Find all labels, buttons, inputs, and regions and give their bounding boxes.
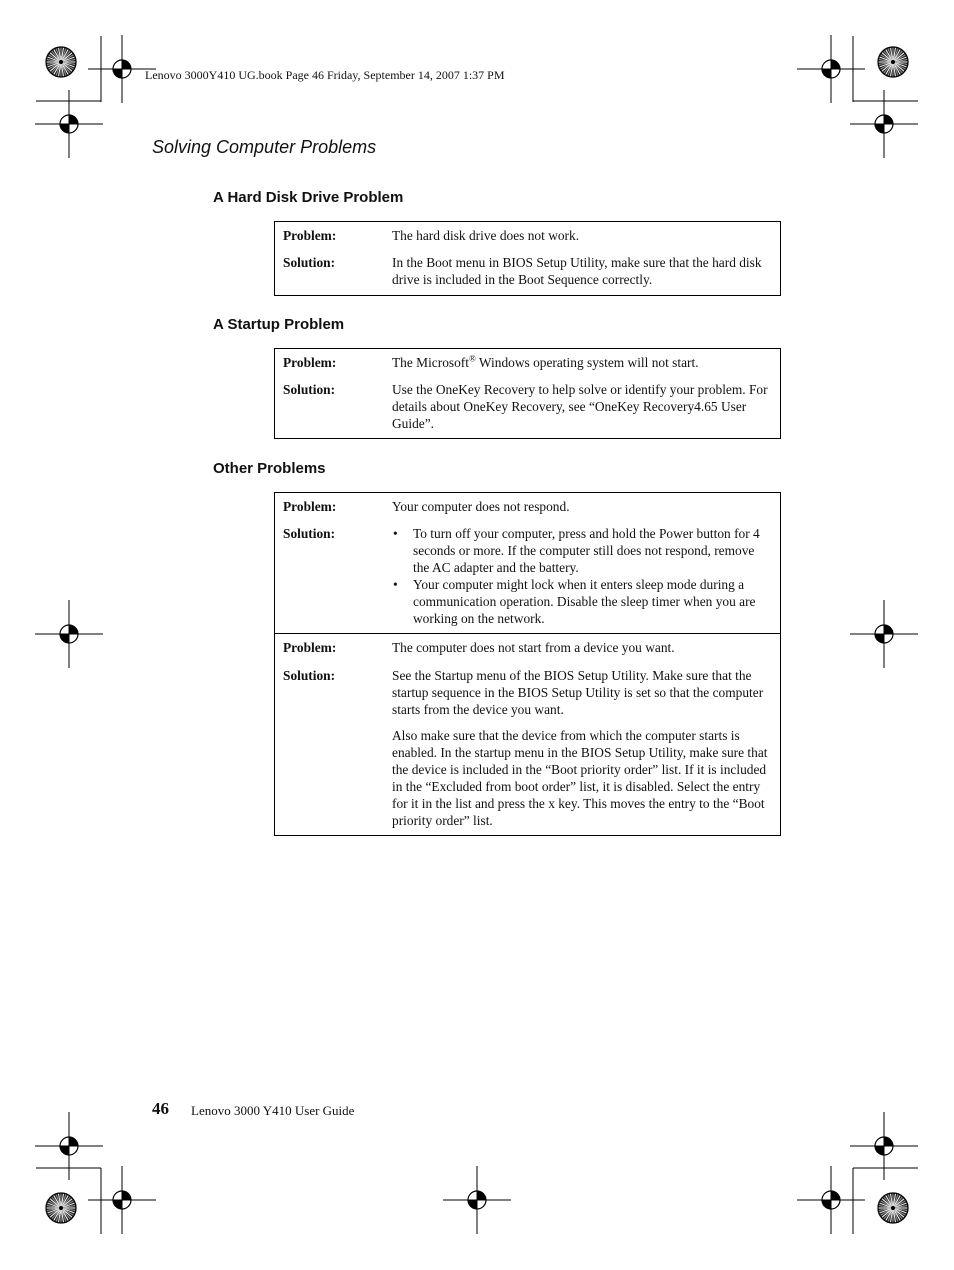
solution-label: Solution:: [283, 255, 336, 270]
problem-entry: [275, 633, 780, 835]
solution-row: [275, 381, 780, 432]
solution-paragraph: Also make sure that the device from which the computer starts is enabled. In the startup menu in the BIOS Setup Utility, make sure that the device is included in the “Boot priority order” list. If it is included in the “Excluded from boot order” list, it is disabled. Select the entry for it in the list and press the x key. This moves the entry to the “Boot priority order” list.: [392, 728, 768, 828]
file-info-header: Lenovo 3000Y410 UG.book Page 46 Friday, September 14, 2007 1:37 PM: [145, 68, 505, 82]
problem-entry: [275, 349, 780, 438]
problem-table-startup: [274, 348, 781, 439]
solution-row: [275, 667, 780, 829]
heading-startup: A Startup Problem: [213, 316, 345, 333]
problem-table-other: [274, 492, 781, 836]
problem-label: Problem:: [283, 228, 337, 243]
solution-label: Solution:: [283, 668, 336, 683]
heading-other: Other Problems: [213, 460, 326, 477]
solution-label: Solution:: [283, 526, 336, 541]
solution-bullet-list: [392, 525, 770, 627]
solution-label: Solution:: [283, 382, 336, 397]
registration-mark-icon: [35, 1112, 103, 1180]
registration-mark-icon: [850, 600, 918, 668]
solution-paragraph: See the Startup menu of the BIOS Setup Utility. Make sure that the startup sequence in the BIOS Setup Utility is set so that the computer starts from the device you want.: [392, 668, 764, 717]
registration-mark-icon: [35, 90, 103, 158]
solution-text: In the Boot menu in BIOS Setup Utility, make sure that the hard disk drive is included in the Boot Sequence correctly.: [392, 255, 762, 287]
solution-text: [392, 667, 770, 829]
star-target-icon: [878, 1193, 908, 1223]
registration-mark-icon: [88, 1166, 156, 1234]
registration-mark-icon: [797, 35, 865, 103]
star-target-icon: [46, 1193, 76, 1223]
problem-row: [275, 498, 780, 515]
star-target-icon: [878, 47, 908, 77]
solution-row: [275, 525, 780, 627]
page-number: 46: [152, 1099, 169, 1118]
solution-row: [275, 254, 780, 288]
problem-row: [275, 354, 780, 371]
bullet-item: • To turn off your computer, press and hold the Power button for 4 seconds or more. If the computer still does not respond, remove the AC adapter and the battery.: [392, 525, 770, 576]
registration-mark-icon: [443, 1166, 511, 1234]
registration-mark-icon: [850, 1112, 918, 1180]
bullet-item: • Your computer might lock when it enters sleep mode during a communication operation. Disable the sleep timer when you are working on the network.: [392, 576, 770, 627]
solution-text: [392, 525, 770, 627]
problem-label: Problem:: [283, 355, 337, 370]
registration-mark-icon: [35, 600, 103, 668]
solution-text: Use the OneKey Recovery to help solve or identify your problem. For details about OneKey Recovery, see “OneKey Recovery4.65 User Guide”.: [392, 382, 768, 431]
problem-entry: [275, 222, 780, 295]
problem-text: [392, 354, 770, 371]
problem-text: The computer does not start from a device you want.: [392, 640, 675, 655]
registered-mark: ®: [468, 353, 476, 364]
problem-text: The hard disk drive does not work.: [392, 228, 580, 243]
problem-text-suffix: Windows operating system will not start.: [475, 355, 699, 370]
problem-label: Problem:: [283, 499, 337, 514]
registration-mark-icon: [850, 90, 918, 158]
problem-entry: [275, 493, 780, 633]
problem-text: Your computer does not respond.: [392, 499, 570, 514]
problem-text-prefix: The Microsoft: [392, 355, 469, 370]
section-title: Solving Computer Problems: [152, 137, 377, 157]
registration-mark-icon: [797, 1166, 865, 1234]
problem-row: [275, 227, 780, 244]
problem-label: Problem:: [283, 640, 337, 655]
problem-row: [275, 639, 780, 656]
problem-table-hard-disk: [274, 221, 781, 296]
star-target-icon: [46, 47, 76, 77]
footer-guide-title: Lenovo 3000 Y410 User Guide: [191, 1103, 355, 1118]
heading-hard-disk: A Hard Disk Drive Problem: [213, 189, 404, 206]
